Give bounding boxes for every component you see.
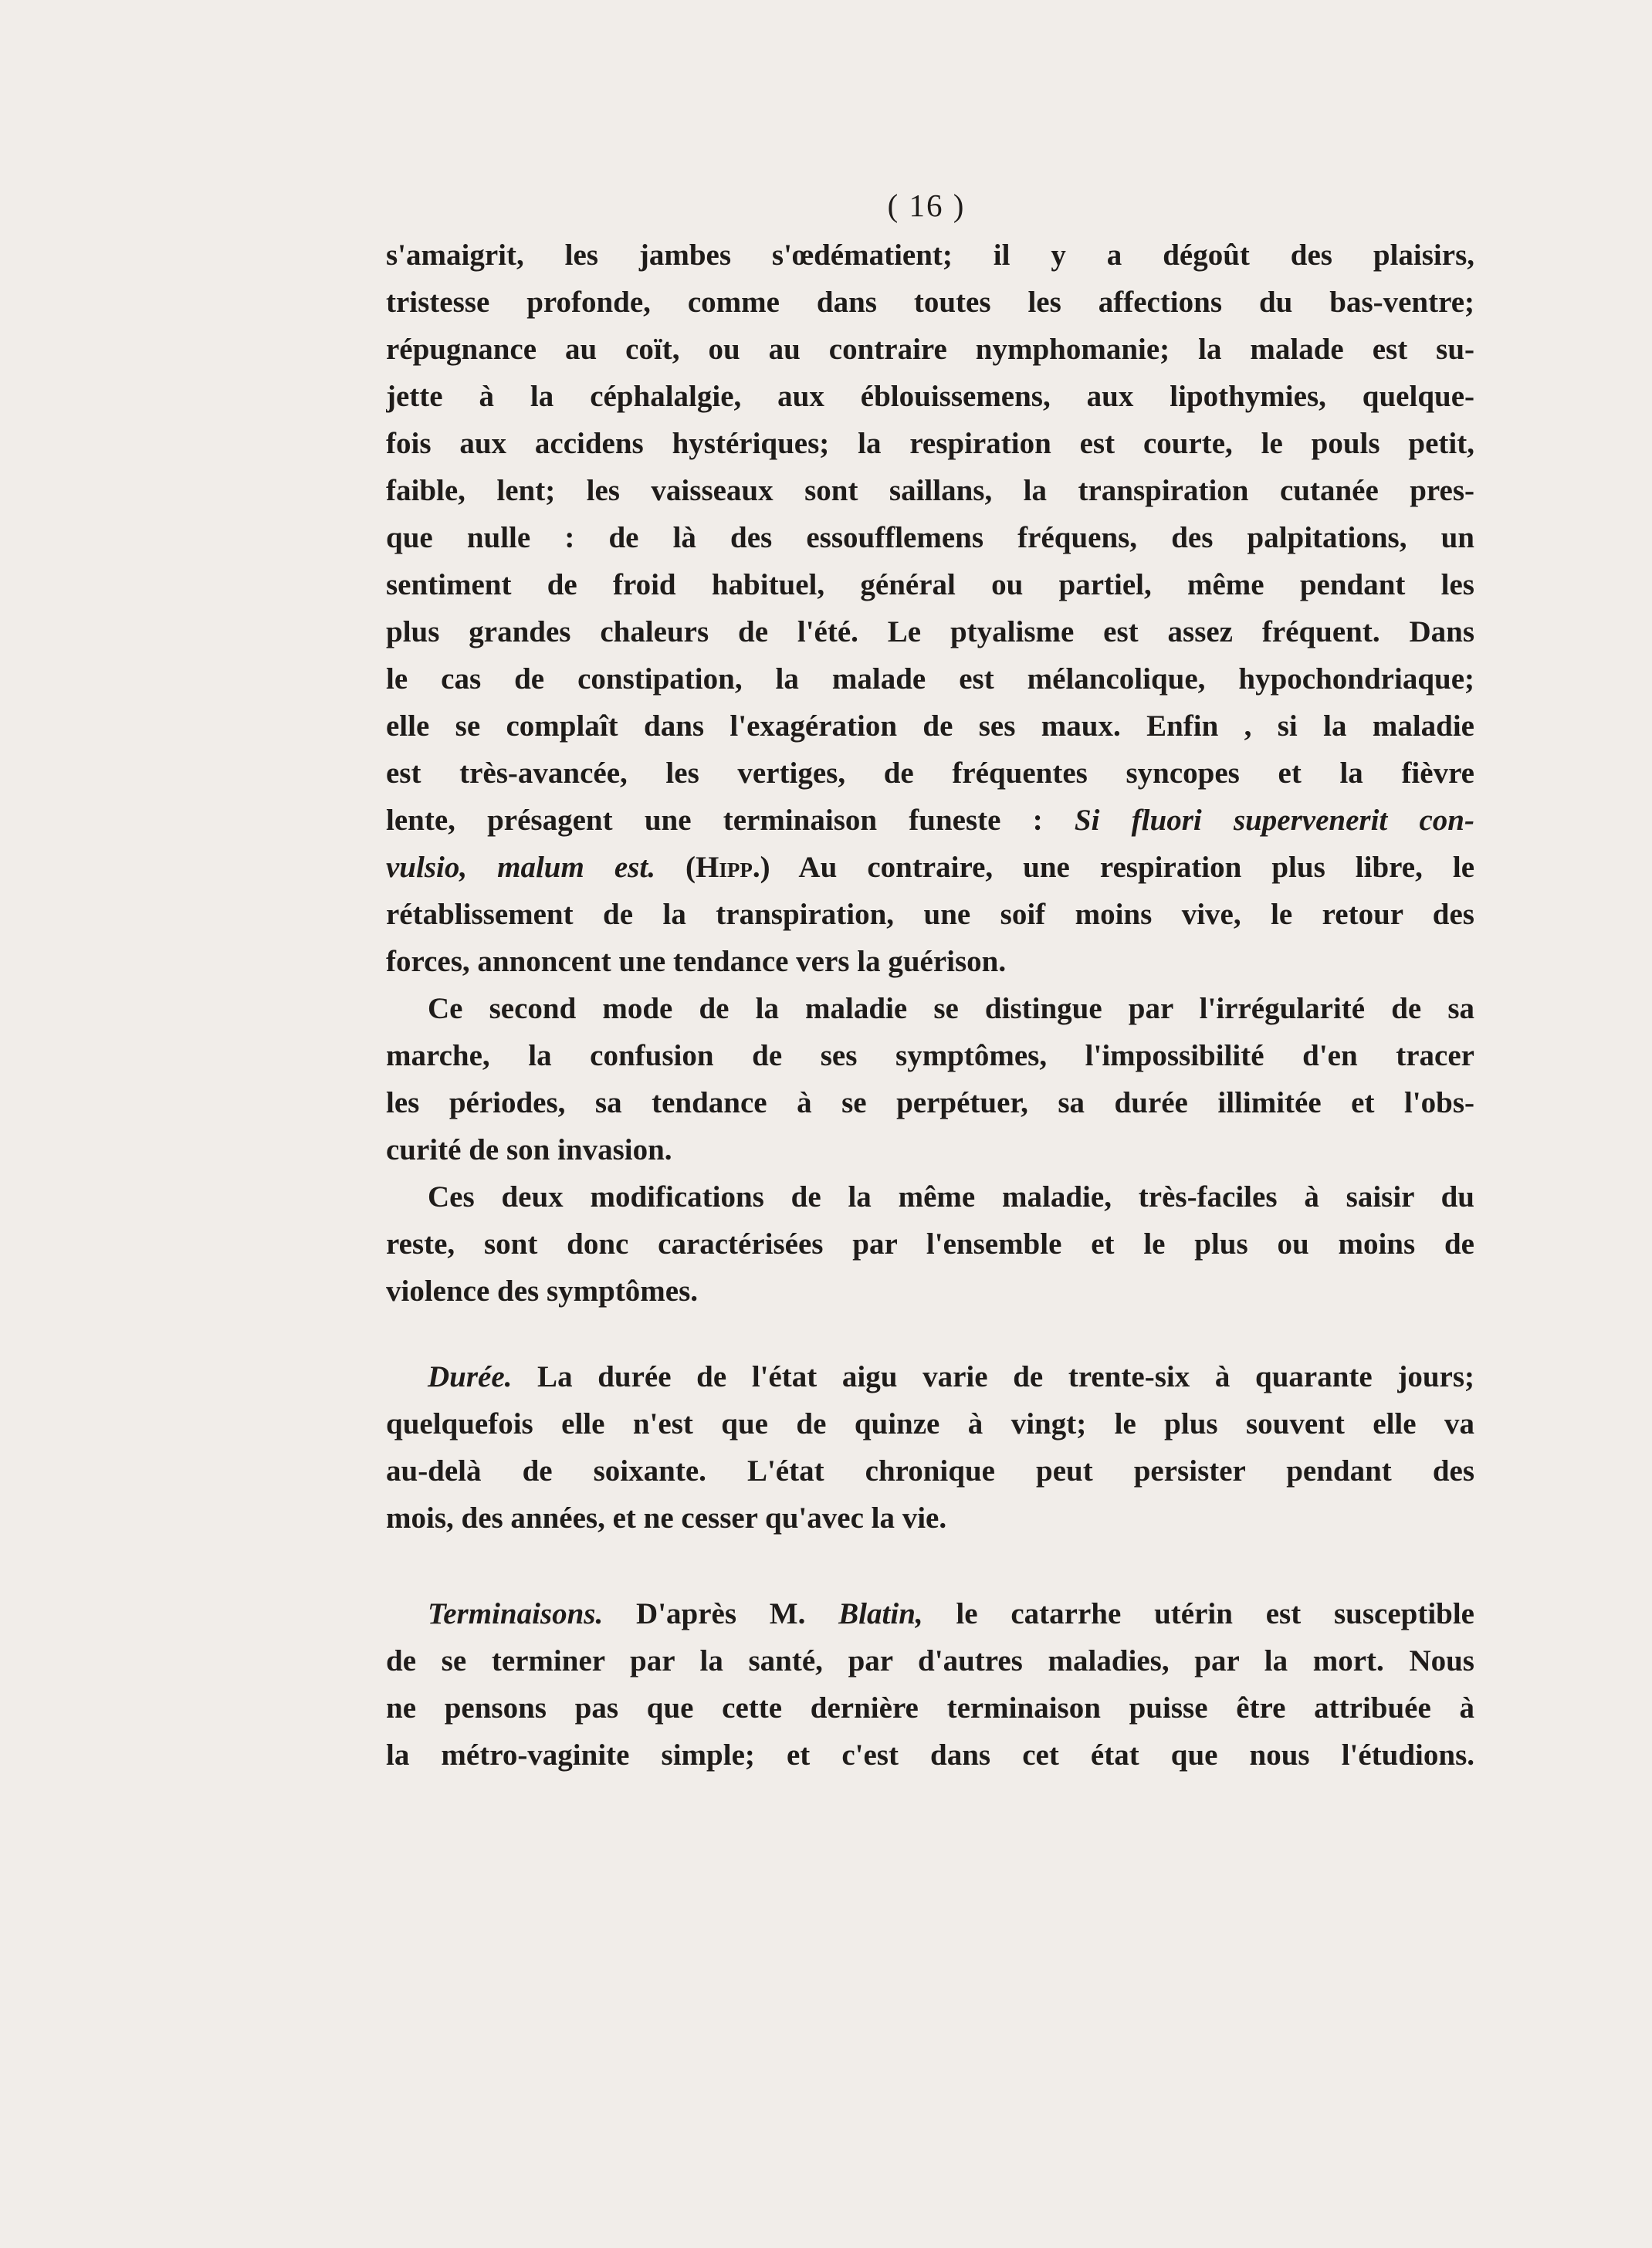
text-line: est très-avancée, les vertiges, de fréquentes syncopes et la fièvre [386, 757, 1474, 790]
text-line [386, 797, 1474, 844]
latin-quote: vulsio, malum est. [386, 851, 655, 884]
text-line: marche, la confusion de ses symptômes, l'impossibilité d'en tracer [386, 1039, 1474, 1072]
text-run: lente, présagent une terminaison funeste : [386, 804, 1075, 837]
paragraph-terminations [386, 1590, 1474, 1779]
text-run: La durée de l'état aigu varie de trente-six à quarante jours; [512, 1360, 1474, 1393]
text-line: elle se complaît dans l'exagération de ses maux. Enfin , si la maladie [386, 709, 1474, 743]
text-run: ( [655, 851, 696, 884]
text-line: sentiment de froid habituel, général ou partiel, même pendant les [386, 568, 1474, 601]
text-line: que nulle : de là des essoufflemens fréquens, des palpitations, un [386, 521, 1474, 554]
text-line: reste, sont donc caractérisées par l'ensemble et le plus ou moins de [386, 1227, 1474, 1261]
text-line: tristesse profonde, comme dans toutes les affections du bas-ventre; [386, 286, 1474, 319]
text-line: de se terminer par la santé, par d'autres maladies, par la mort. Nous [386, 1644, 1474, 1678]
text-line: ne pensons pas que cette dernière terminaison puisse être attribuée à [386, 1691, 1474, 1725]
page-number: ( 16 ) [887, 188, 966, 223]
text-line: s'amaigrit, les jambes s'œdématient; il y a dégoût des plaisirs, [386, 239, 1474, 272]
section-heading: Terminaisons. [428, 1597, 604, 1630]
text-line: curité de son invasion. [386, 1133, 672, 1166]
text-line: faible, lent; les vaisseaux sont saillans, la transpiration cutanée pres- [386, 474, 1474, 507]
paragraph-modifications [386, 1173, 1474, 1315]
text-line: répugnance au coït, ou au contraire nymphomanie; la malade est su- [386, 333, 1474, 366]
text-line: fois aux accidens hystériques; la respiration est courte, le pouls petit, [386, 427, 1474, 460]
text-line: rétablissement de la transpiration, une soif moins vive, le retour des [386, 898, 1474, 931]
section-gap [386, 1315, 1474, 1353]
text-line: violence des symptômes. [386, 1275, 699, 1308]
text-line: jette à la céphalalgie, aux éblouissemens, aux lipothymies, quelque- [386, 380, 1474, 413]
latin-quote: Si fluori supervenerit con- [1074, 804, 1474, 837]
citation-author: Hipp. [695, 851, 760, 884]
text-line: au-delà de soixante. L'état chronique peut persister pendant des [386, 1454, 1474, 1488]
text-line [386, 844, 1474, 891]
text-line: Ce second mode de la maladie se distingue par l'irrégularité de sa [428, 992, 1474, 1025]
section-heading: Durée. [428, 1360, 513, 1393]
paragraph-duration [386, 1353, 1474, 1542]
text-run: D'après M. [603, 1597, 839, 1630]
text-line: mois, des années, et ne cesser qu'avec la vie. [386, 1501, 947, 1535]
text-line: les périodes, sa tendance à se perpétuer, sa durée illimitée et l'obs- [386, 1086, 1474, 1119]
paragraph-symptoms [386, 232, 1474, 985]
text-line [386, 1353, 1474, 1400]
text-run: le catarrhe utérin est susceptible [922, 1597, 1474, 1630]
text-line: le cas de constipation, la malade est mélancolique, hypochondriaque; [386, 662, 1474, 696]
text-line: Ces deux modifications de la même maladie, très-faciles à saisir du [428, 1180, 1474, 1214]
text-line: quelquefois elle n'est que de quinze à vingt; le plus souvent elle va [386, 1407, 1474, 1441]
text-line: plus grandes chaleurs de l'été. Le ptyalisme est assez fréquent. Dans [386, 615, 1474, 648]
paragraph-second-mode [386, 985, 1474, 1173]
text-line [386, 1590, 1474, 1637]
section-gap [386, 1542, 1474, 1590]
body-text [386, 232, 1474, 1779]
text-run: ) Au contraire, une respiration plus libre, le [760, 851, 1474, 884]
text-line: forces, annoncent une tendance vers la guérison. [386, 945, 1007, 978]
text-line: la métro-vaginite simple; et c'est dans cet état que nous l'étudions. [386, 1738, 1474, 1772]
author-name: Blatin, [838, 1597, 923, 1630]
